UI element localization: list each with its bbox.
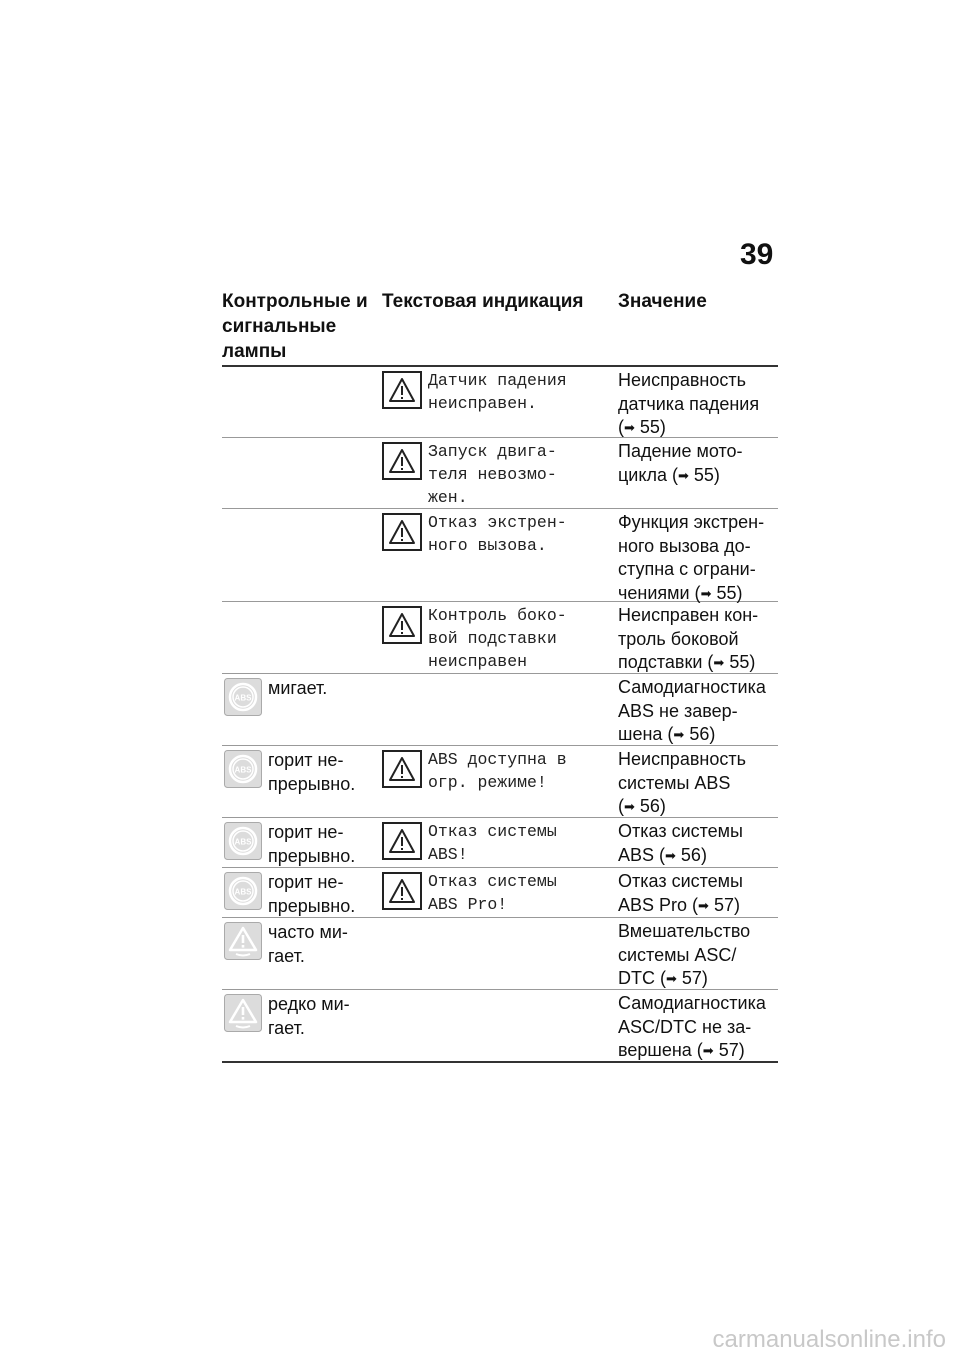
lamp-state: редко ми- гает. [268, 994, 350, 1038]
table-row [222, 438, 778, 509]
reference-page-number: 57) [676, 968, 708, 988]
meaning-description: Неисправность датчика падения ( [618, 370, 760, 437]
arrow-right-icon: ➡ [666, 971, 677, 986]
text-display-message: Контроль боко- вой подставки неисправен [428, 606, 567, 671]
warning-triangle-icon [382, 606, 422, 644]
lamp-state: горит не- прерывно. [268, 872, 356, 916]
table-row [222, 868, 778, 918]
text-display-message: Запуск двига- теля невозмо- жен. [428, 442, 557, 507]
reference-page-number: 57) [708, 894, 740, 915]
lamp-state: часто ми- гает. [268, 922, 348, 966]
meaning-text [618, 604, 782, 676]
abs-lamp-icon [224, 872, 262, 910]
warning-triangle-icon [382, 822, 422, 860]
arrow-right-icon: ➡ [624, 799, 635, 814]
arrow-right-icon: ➡ [698, 897, 709, 913]
meaning-text [618, 369, 782, 441]
meaning-text [618, 992, 782, 1064]
reference-page-number: 55) [711, 582, 743, 603]
table-header [222, 289, 778, 367]
page-reference-link[interactable] [698, 895, 740, 915]
text-display-message: ABS доступна в огр. режиме! [428, 750, 567, 792]
svg-text:ABS: ABS [234, 837, 252, 847]
meaning-description: Вмешательство системы ASC/ DTC ( [618, 921, 751, 988]
arrow-right-icon: ➡ [665, 847, 676, 863]
meaning-description: Падение мото- цикла ( [618, 441, 743, 485]
meaning-text [618, 440, 782, 488]
table-row [222, 918, 778, 990]
table-row [222, 674, 778, 746]
meaning-text [618, 820, 782, 868]
svg-text:ABS: ABS [234, 765, 252, 775]
svg-text:ABS: ABS [234, 693, 252, 703]
table-row [222, 990, 778, 1063]
lamp-state: горит не- прерывно. [268, 750, 356, 794]
indicator-table [222, 289, 778, 1063]
table-row [222, 367, 778, 438]
meaning-text [618, 748, 782, 820]
abs-lamp-icon [224, 822, 262, 860]
page-reference-link[interactable] [666, 968, 708, 988]
text-display-message: Отказ системы ABS! [428, 822, 557, 864]
watermark: carmanualsonline.info [712, 1326, 946, 1353]
text-display-message: Датчик падения неисправен. [428, 371, 567, 413]
meaning-text [618, 676, 782, 748]
table-row [222, 746, 778, 818]
meaning-text [618, 511, 782, 606]
page-reference-link[interactable] [624, 417, 666, 437]
meaning-description: Самодиагностика ABS не завер- шена ( [618, 677, 766, 744]
table-row [222, 602, 778, 674]
reference-page-number: 56) [684, 724, 716, 744]
page-reference-link[interactable] [678, 465, 720, 485]
abs-lamp-icon [224, 678, 262, 716]
asc-dtc-lamp-icon [224, 922, 262, 960]
page-reference-link[interactable] [665, 845, 707, 865]
meaning-description: Функция экстрен- ного вызова до- ступна с ограни- чениями ( [618, 512, 765, 603]
abs-lamp-icon [224, 750, 262, 788]
meaning-description: Самодиагностика ASC/DTC не за- вершена ( [618, 993, 766, 1060]
arrow-right-icon: ➡ [700, 585, 712, 601]
table-row [222, 509, 778, 602]
page-reference-link[interactable] [713, 652, 755, 672]
text-display-message: Отказ системы ABS Pro! [428, 872, 557, 914]
arrow-right-icon: ➡ [673, 727, 685, 742]
arrow-right-icon: ➡ [713, 655, 725, 670]
page-reference-link[interactable] [624, 796, 666, 816]
reference-page-number: 56) [675, 844, 707, 865]
page-number: 39 [740, 238, 774, 271]
lamp-state: горит не- прерывно. [268, 822, 356, 866]
reference-page-number: 55) [634, 417, 666, 437]
meaning-description: Отказ системы ABS Pro ( [618, 871, 743, 915]
meaning-text [618, 870, 782, 918]
svg-text:ABS: ABS [234, 887, 252, 897]
page-reference-link[interactable] [701, 583, 743, 603]
warning-triangle-icon [382, 750, 422, 788]
meaning-description: Неисправен кон- троль боковой подставки ( [618, 605, 759, 672]
meaning-description: Отказ системы ABS ( [618, 821, 743, 865]
meaning-text [618, 920, 782, 992]
header-text-display: Текстовая индикация [382, 291, 584, 312]
warning-triangle-icon [382, 513, 422, 551]
arrow-right-icon: ➡ [702, 1043, 714, 1058]
arrow-right-icon: ➡ [624, 420, 635, 435]
page-reference-link[interactable] [673, 724, 715, 744]
lamp-state: мигает. [268, 678, 328, 698]
meaning-description: Неисправность системы ABS ( [618, 749, 746, 816]
reference-page-number: 55) [724, 652, 756, 672]
warning-triangle-icon [382, 442, 422, 480]
reference-page-number: 56) [634, 796, 666, 816]
header-meaning: Значение [618, 291, 707, 312]
reference-page-number: 57) [713, 1040, 745, 1060]
reference-page-number: 55) [688, 464, 720, 485]
asc-dtc-lamp-icon [224, 994, 262, 1032]
arrow-right-icon: ➡ [677, 467, 689, 483]
warning-triangle-icon [382, 371, 422, 409]
warning-triangle-icon [382, 872, 422, 910]
table-row [222, 818, 778, 868]
header-lamps: Контрольные и сигнальные лампы [222, 291, 368, 362]
table-body [222, 367, 778, 1063]
page-reference-link[interactable] [703, 1040, 745, 1060]
text-display-message: Отказ экстрен- ного вызова. [428, 513, 567, 555]
